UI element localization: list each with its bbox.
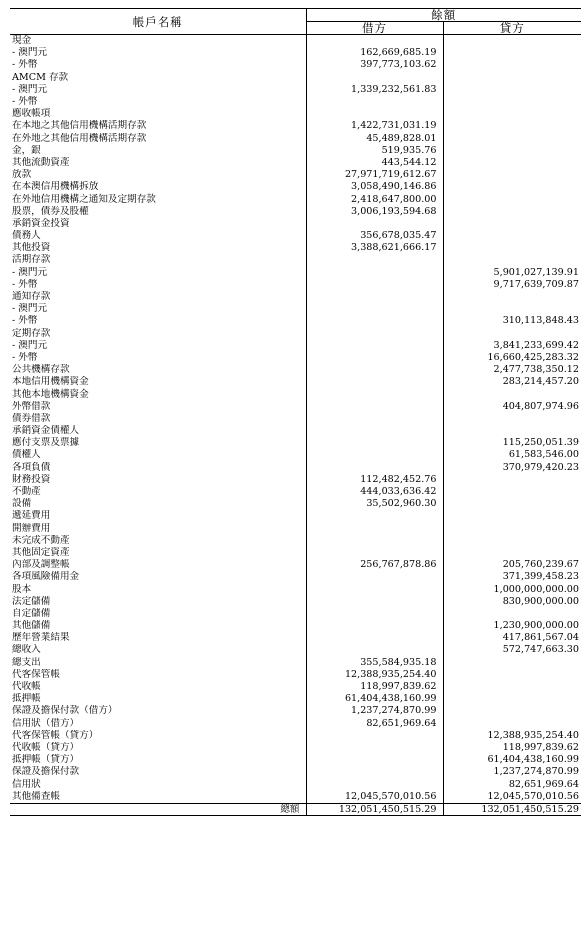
credit-cell: [443, 388, 581, 400]
debit-cell: [306, 778, 443, 790]
account-name-cell: 代收帳（貸方）: [12, 741, 80, 753]
debit-cell: 1,422,731,031.19: [306, 120, 443, 132]
credit-cell: [443, 181, 581, 193]
account-name-cell: 保證及擔保付款: [12, 766, 80, 778]
table-row: [10, 413, 581, 425]
table-row: [10, 133, 581, 145]
table-row: [10, 718, 581, 730]
debit-cell: [306, 608, 443, 620]
table-row: [10, 547, 581, 559]
account-name-cell: 其他本地機構資金: [12, 388, 89, 400]
credit-cell: [443, 693, 581, 705]
table-row: [10, 742, 581, 754]
debit-cell: [306, 267, 443, 279]
table-row: [10, 523, 581, 535]
credit-cell: 115,250,051.39: [443, 437, 581, 449]
debit-cell: [306, 108, 443, 120]
table-row: [10, 181, 581, 193]
account-name-cell: 遞延費用: [12, 510, 51, 522]
account-name-cell: 開辦費用: [12, 522, 51, 534]
account-name-cell: 債券借款: [12, 412, 51, 424]
debit-cell: [306, 376, 443, 388]
table-row: [10, 766, 581, 778]
debit-cell: 443,544.12: [306, 157, 443, 169]
credit-cell: [443, 486, 581, 498]
account-name-cell: - 澳門元: [12, 339, 48, 351]
credit-cell: 370,979,420.23: [443, 462, 581, 474]
debit-cell: 112,482,452.76: [306, 474, 443, 486]
account-name-cell: 不動產: [12, 486, 41, 498]
table-row: [10, 145, 581, 157]
table-row: [10, 425, 581, 437]
debit-cell: [306, 291, 443, 303]
credit-cell: 310,113,848.43: [443, 315, 581, 327]
credit-cell: 82,651,969.64: [443, 778, 581, 790]
account-name-cell: 代客保管帳: [12, 668, 60, 680]
table-row: [10, 498, 581, 510]
account-name-cell: - 澳門元: [12, 47, 48, 59]
credit-cell: 16,660,425,283.32: [443, 352, 581, 364]
debit-cell: 82,651,969.64: [306, 718, 443, 730]
credit-cell: [443, 498, 581, 510]
table-row: [10, 242, 581, 254]
debit-cell: [306, 328, 443, 340]
credit-cell: [443, 328, 581, 340]
table-row: [10, 681, 581, 693]
account-name-cell: - 澳門元: [12, 83, 48, 95]
credit-cell: 1,230,900,000.00: [443, 620, 581, 632]
debit-cell: [306, 571, 443, 583]
table-row: [10, 206, 581, 218]
account-name-cell: 其他儲備: [12, 620, 51, 632]
account-name-cell: 定期存款: [12, 327, 51, 339]
account-name-cell: 信用狀: [12, 778, 41, 790]
credit-cell: 2,477,738,350.12: [443, 364, 581, 376]
table-row: [10, 35, 581, 48]
debit-cell: [306, 766, 443, 778]
debit-cell: [306, 620, 443, 632]
table-row: [10, 644, 581, 656]
table-row: [10, 291, 581, 303]
table-row: [10, 303, 581, 315]
account-name-cell: 在本地之其他信用機構活期存款: [12, 120, 147, 132]
debit-cell: 256,767,878.86: [306, 559, 443, 571]
account-name-cell: 債務人: [12, 230, 41, 242]
account-name-cell: 應付支票及票據: [12, 437, 80, 449]
credit-cell: [443, 120, 581, 132]
table-row: [10, 72, 581, 84]
table-row: [10, 230, 581, 242]
credit-cell: [443, 547, 581, 559]
account-name-header: 帳戶名稱: [10, 9, 306, 35]
account-name-cell: 抵押帳（貸方）: [12, 754, 80, 766]
debit-cell: [306, 279, 443, 291]
debit-cell: [306, 449, 443, 461]
table-footer: [10, 803, 581, 815]
credit-cell: [443, 705, 581, 717]
account-name-cell: 歷年營業結果: [12, 632, 70, 644]
debit-cell: [306, 413, 443, 425]
credit-cell: [443, 535, 581, 547]
credit-cell: [443, 35, 581, 48]
table-row: [10, 486, 581, 498]
debit-cell: 61,404,438,160.99: [306, 693, 443, 705]
account-name-cell: - 澳門元: [12, 266, 48, 278]
debit-cell: [306, 510, 443, 522]
debit-cell: 3,058,490,146.86: [306, 181, 443, 193]
table-row: [10, 510, 581, 522]
table-row: [10, 193, 581, 205]
account-name-cell: 保證及擔保付款（借方）: [12, 705, 118, 717]
account-rows: [10, 35, 581, 804]
credit-cell: [443, 254, 581, 266]
credit-cell: 5,901,027,139.91: [443, 267, 581, 279]
table-row: [10, 388, 581, 400]
account-name-cell: 設備: [12, 498, 32, 510]
credit-cell: [443, 303, 581, 315]
credit-cell: 1,237,274,870.99: [443, 766, 581, 778]
account-name-cell: 在外地信用機構之通知及定期存款: [12, 193, 156, 205]
debit-cell: [306, 730, 443, 742]
table-row: [10, 108, 581, 120]
account-name-cell: 代收帳: [12, 681, 41, 693]
table-row: [10, 791, 581, 804]
account-name-cell: 財務投資: [12, 473, 51, 485]
table-row: [10, 632, 581, 644]
account-name-cell: 其他流動資產: [12, 156, 70, 168]
table-row: [10, 376, 581, 388]
credit-cell: [443, 72, 581, 84]
account-name-cell: 通知存款: [12, 291, 51, 303]
account-name-cell: 在本澳信用機構拆放: [12, 181, 99, 193]
debit-cell: 162,669,685.19: [306, 47, 443, 59]
table-row: [10, 157, 581, 169]
credit-cell: 572,747,663.30: [443, 644, 581, 656]
credit-cell: 1,000,000,000.00: [443, 583, 581, 595]
table-row: [10, 59, 581, 71]
table-row: [10, 620, 581, 632]
table-row: [10, 328, 581, 340]
total-debit: 132,051,450,515.29: [306, 803, 443, 815]
debit-cell: 397,773,103.62: [306, 59, 443, 71]
table-row: [10, 47, 581, 59]
debit-cell: [306, 315, 443, 327]
debit-cell: [306, 388, 443, 400]
debit-header: 借方: [306, 22, 443, 35]
table-row: [10, 340, 581, 352]
table-row: [10, 218, 581, 230]
account-name-cell: 代客保管帳（貸方）: [12, 729, 99, 741]
debit-cell: [306, 462, 443, 474]
table-row: [10, 462, 581, 474]
account-name-cell: 各項風險備用金: [12, 571, 80, 583]
credit-cell: [443, 47, 581, 59]
credit-cell: 283,214,457.20: [443, 376, 581, 388]
credit-cell: [443, 681, 581, 693]
account-name-cell: 其他固定資產: [12, 546, 70, 558]
credit-cell: [443, 608, 581, 620]
account-name-cell: 信用狀（借方）: [12, 717, 80, 729]
table-row: [10, 535, 581, 547]
credit-cell: [443, 96, 581, 108]
debit-cell: [306, 523, 443, 535]
debit-cell: 356,678,035.47: [306, 230, 443, 242]
total-row: [10, 803, 581, 815]
credit-cell: 118,997,839.62: [443, 742, 581, 754]
account-name-cell: 金，銀: [12, 144, 41, 156]
account-name-cell: - 外幣: [12, 59, 38, 71]
debit-cell: [306, 547, 443, 559]
account-name-cell: 未完成不動產: [12, 534, 70, 546]
credit-cell: 417,861,567.04: [443, 632, 581, 644]
debit-cell: [306, 96, 443, 108]
credit-cell: [443, 657, 581, 669]
table-row: [10, 315, 581, 327]
account-name-cell: 應收帳項: [12, 108, 51, 120]
debit-cell: [306, 754, 443, 766]
account-name-cell: 其他備查帳: [12, 790, 60, 802]
credit-cell: 3,841,233,699.42: [443, 340, 581, 352]
table-row: [10, 596, 581, 608]
credit-cell: 12,045,570,010.56: [443, 791, 581, 804]
table-row: [10, 583, 581, 595]
table-header: [10, 9, 581, 35]
table-row: [10, 364, 581, 376]
credit-cell: 205,760,239.67: [443, 559, 581, 571]
debit-cell: 1,237,274,870.99: [306, 705, 443, 717]
credit-cell: [443, 157, 581, 169]
table-row: [10, 401, 581, 413]
debit-cell: 519,935.76: [306, 145, 443, 157]
trial-balance-table: [10, 8, 581, 816]
credit-cell: [443, 84, 581, 96]
credit-cell: [443, 169, 581, 181]
table-row: [10, 449, 581, 461]
total-credit: 132,051,450,515.29: [443, 803, 581, 815]
trial-balance-sheet: [10, 8, 581, 945]
debit-cell: 2,418,647,800.00: [306, 193, 443, 205]
account-name-cell: 承銷資金投資: [12, 217, 70, 229]
table-row: [10, 669, 581, 681]
table-row: [10, 559, 581, 571]
debit-cell: 1,339,232,561.83: [306, 84, 443, 96]
debit-cell: [306, 303, 443, 315]
account-name-cell: 股票，債券及股權: [12, 205, 89, 217]
credit-cell: [443, 218, 581, 230]
credit-cell: [443, 145, 581, 157]
table-row: [10, 254, 581, 266]
debit-cell: [306, 35, 443, 48]
account-name-cell: 在外地之其他信用機構活期存款: [12, 132, 147, 144]
table-row: [10, 474, 581, 486]
balance-header: 餘額: [306, 9, 581, 22]
debit-cell: [306, 583, 443, 595]
debit-cell: 45,489,828.01: [306, 133, 443, 145]
debit-cell: [306, 437, 443, 449]
account-name-cell: 股本: [12, 583, 32, 595]
debit-cell: 118,997,839.62: [306, 681, 443, 693]
credit-cell: [443, 669, 581, 681]
table-row: [10, 352, 581, 364]
debit-cell: 12,045,570,010.56: [306, 791, 443, 804]
table-row: [10, 84, 581, 96]
account-name-cell: 各項負債: [12, 461, 51, 473]
credit-cell: [443, 230, 581, 242]
credit-cell: 830,900,000.00: [443, 596, 581, 608]
debit-cell: 444,033,636.42: [306, 486, 443, 498]
credit-cell: [443, 718, 581, 730]
debit-cell: 12,388,935,254.40: [306, 669, 443, 681]
debit-cell: [306, 596, 443, 608]
account-name-cell: 外幣借款: [12, 400, 51, 412]
credit-cell: [443, 523, 581, 535]
debit-cell: 3,006,193,594.68: [306, 206, 443, 218]
debit-cell: [306, 644, 443, 656]
credit-cell: [443, 425, 581, 437]
account-name-cell: 內部及調整帳: [12, 559, 70, 571]
account-name-cell: 抵押帳: [12, 693, 41, 705]
credit-cell: [443, 59, 581, 71]
account-name-cell: - 外幣: [12, 96, 38, 108]
table-row: [10, 267, 581, 279]
account-name-cell: 自定儲備: [12, 607, 51, 619]
table-row: [10, 778, 581, 790]
total-label: 總額: [10, 803, 306, 815]
debit-cell: [306, 72, 443, 84]
debit-cell: [306, 425, 443, 437]
credit-cell: [443, 108, 581, 120]
table-row: [10, 754, 581, 766]
account-name-cell: - 外幣: [12, 278, 38, 290]
table-row: [10, 96, 581, 108]
table-row: [10, 571, 581, 583]
debit-cell: [306, 535, 443, 547]
credit-cell: [443, 291, 581, 303]
credit-cell: 404,807,974.96: [443, 401, 581, 413]
credit-cell: 61,583,546.00: [443, 449, 581, 461]
credit-cell: 9,717,639,709.87: [443, 279, 581, 291]
debit-cell: [306, 632, 443, 644]
debit-cell: [306, 218, 443, 230]
table-row: [10, 693, 581, 705]
debit-cell: [306, 364, 443, 376]
credit-cell: [443, 133, 581, 145]
table-row: [10, 120, 581, 132]
account-name-cell: - 外幣: [12, 315, 38, 327]
account-name-cell: - 澳門元: [12, 303, 48, 315]
debit-cell: [306, 352, 443, 364]
credit-cell: 371,399,458.23: [443, 571, 581, 583]
credit-cell: [443, 193, 581, 205]
credit-cell: [443, 413, 581, 425]
credit-cell: [443, 510, 581, 522]
table-row: [10, 437, 581, 449]
credit-cell: 12,388,935,254.40: [443, 730, 581, 742]
credit-cell: [443, 242, 581, 254]
account-name-cell: AMCM 存款: [12, 71, 69, 83]
credit-cell: [443, 474, 581, 486]
debit-cell: [306, 340, 443, 352]
account-name-cell: 放款: [12, 169, 32, 181]
debit-cell: [306, 742, 443, 754]
credit-cell: 61,404,438,160.99: [443, 754, 581, 766]
account-name-cell: 現金: [12, 35, 32, 47]
credit-header: 貸方: [443, 22, 581, 35]
account-name-cell: 活期存款: [12, 254, 51, 266]
account-name-cell: 承銷資金債權人: [12, 425, 80, 437]
table-row: [10, 279, 581, 291]
credit-cell: [443, 206, 581, 218]
account-name-cell: 法定儲備: [12, 595, 51, 607]
table-row: [10, 705, 581, 717]
table-row: [10, 657, 581, 669]
account-name-cell: 公共機構存款: [12, 364, 70, 376]
account-name-cell: 總收入: [12, 644, 41, 656]
debit-cell: [306, 401, 443, 413]
debit-cell: 355,584,935.18: [306, 657, 443, 669]
account-name-cell: 債權人: [12, 449, 41, 461]
debit-cell: [306, 254, 443, 266]
account-name-cell: 本地信用機構資金: [12, 376, 89, 388]
table-row: [10, 608, 581, 620]
account-name-cell: 總支出: [12, 656, 41, 668]
account-name-cell: 其他投資: [12, 242, 51, 254]
debit-cell: 27,971,719,612.67: [306, 169, 443, 181]
table-row: [10, 730, 581, 742]
debit-cell: 35,502,960.30: [306, 498, 443, 510]
account-name-cell: - 外幣: [12, 351, 38, 363]
table-row: [10, 169, 581, 181]
debit-cell: 3,388,621,666.17: [306, 242, 443, 254]
